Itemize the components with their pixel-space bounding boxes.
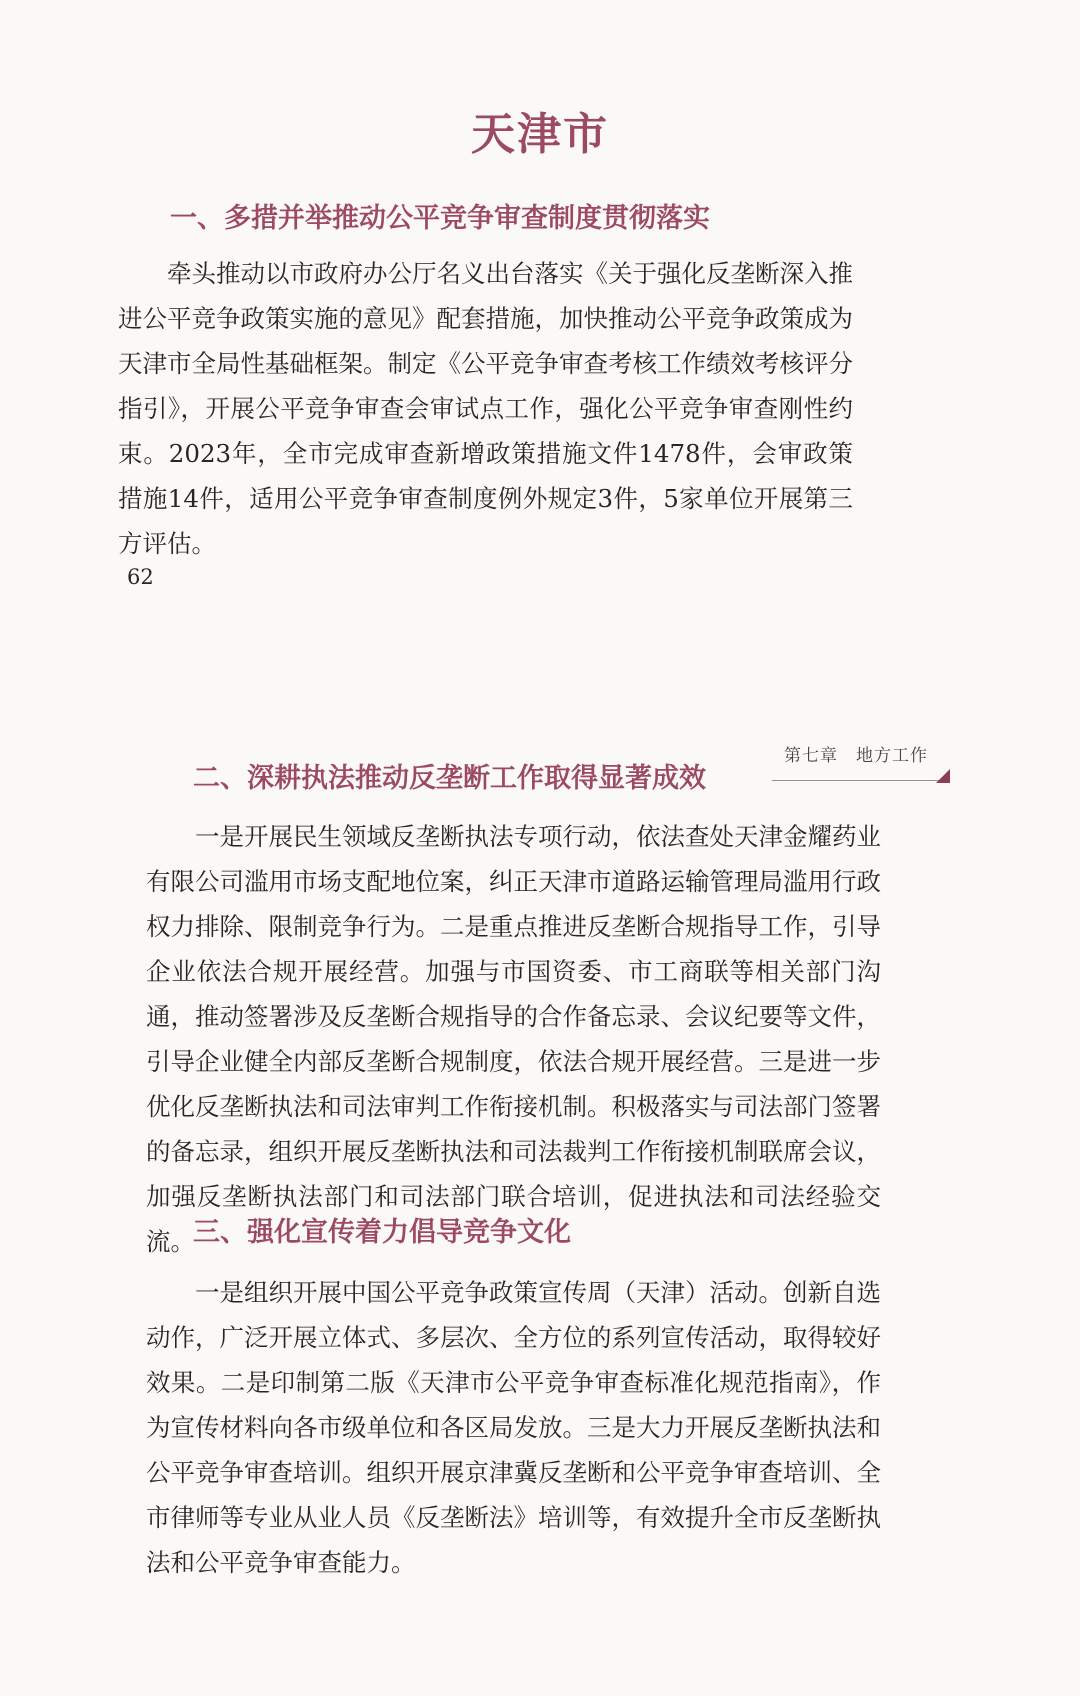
section-body-1: 牵头推动以市政府办公厅名义出台落实《关于强化反垄断深入推进公平竞争政策实施的意见》配套措施，加快推动公平竞争政策成为天津市全局性基础框架。制定《公平竞争审查考核工作绩效考核评分指引》，开展公平竞争审查会审试点工作，强化公平竞争审查刚性约束。2023年，全市完成审查新增政策措施文件1478件，会审政策措施14件，适用公平竞争审查制度例外规定3件，5家单位开展第三方评估。 — [118, 259, 853, 558]
page-63 — [0, 650, 1080, 1696]
header-rule — [772, 780, 940, 781]
city-title: 天津市 — [471, 109, 609, 160]
section-heading-3: 三、强化宣传着力倡导竞争文化 — [193, 1217, 571, 1248]
running-header — [772, 741, 950, 781]
section-body-3: 一是组织开展中国公平竞争政策宣传周（天津）活动。创新自选动作，广泛开展立体式、多层次、全方位的系列宣传活动，取得较好效果。二是印制第二版《天津市公平竞争审查标准化规范指南》，作为宣传材料向各市级单位和各区局发放。三是大力开展反垄断执法和公平竞争审查培训。组织开展京津冀反垄断和公平竞争审查培训、全市律师等专业从业人员《反垄断法》培训等，有效提升全市反垄断执法和公平竞争审查能力。 — [146, 1278, 881, 1577]
page-62 — [0, 0, 1080, 650]
chapter-title: 第七章 地方工作 — [784, 746, 928, 766]
corner-triangle-icon — [936, 769, 950, 783]
section-body-2: 一是开展民生领域反垄断执法专项行动，依法查处天津金耀药业有限公司滥用市场支配地位案，纠正天津市道路运输管理局滥用行政权力排除、限制竞争行为。二是重点推进反垄断合规指导工作，引导企业依法合规开展经营。加强与市国资委、市工商联等相关部门沟通，推动签署涉及反垄断合规指导的合作备忘录、会议纪要等文件，引导企业健全内部反垄断合规制度，依法合规开展经营。三是进一步优化反垄断执法和司法审判工作衔接机制。积极落实与司法部门签署的备忘录，组织开展反垄断执法和司法裁判工作衔接机制联席会议，加强反垄断执法部门和司法部门联合培训，促进执法和司法经验交流。 — [146, 822, 881, 1256]
page-number: 62 — [127, 565, 154, 589]
section-heading-2: 二、深耕执法推动反垄断工作取得显著成效 — [193, 763, 706, 794]
section-heading-1: 一、多措并举推动公平竞争审查制度贯彻落实 — [170, 203, 710, 234]
